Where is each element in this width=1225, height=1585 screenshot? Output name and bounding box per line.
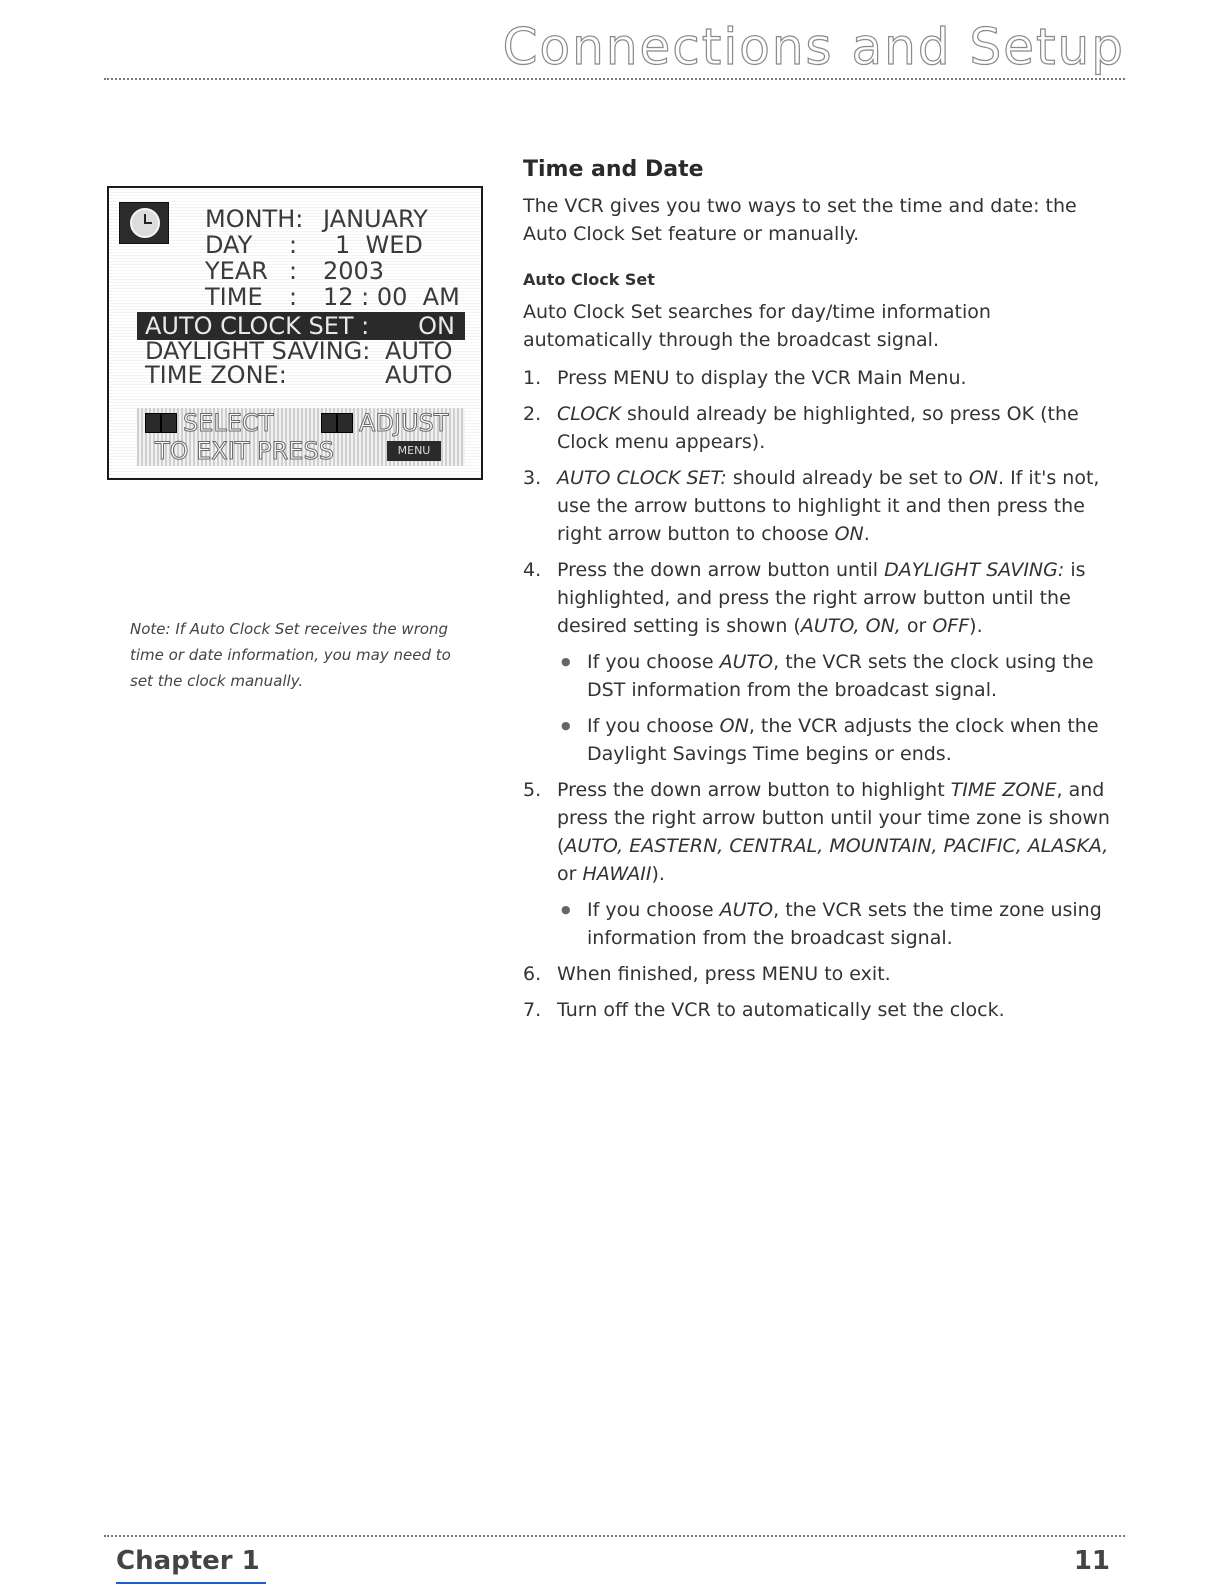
main-content <box>523 156 1123 1032</box>
step-text: Press the down arrow button until <box>557 559 885 581</box>
step-text: ). <box>969 615 983 637</box>
step-text: ). <box>651 863 665 885</box>
osd-year-value: 2003 <box>323 257 385 285</box>
bullet-text: If you choose <box>587 899 720 921</box>
step-emphasis: HAWAII <box>582 863 652 885</box>
bullet-emphasis: AUTO <box>719 651 774 673</box>
menu-key-icon: MENU <box>387 441 441 461</box>
chapter-label: Chapter 1 <box>116 1546 260 1576</box>
osd-time-value: 12 : 00 AM <box>323 283 460 311</box>
page-number: 11 <box>1073 1546 1110 1576</box>
osd-time-sep: : <box>289 283 298 311</box>
step-4-bullet-on <box>557 712 1123 768</box>
clock-icon <box>119 202 169 244</box>
step-text: is highlighted, and press the right arrow button until the desired setting is shown ( <box>557 559 1086 637</box>
bullet-text: If you choose <box>587 651 720 673</box>
osd-year-label: YEAR <box>205 257 268 285</box>
osd-select-hint: SELECT <box>183 409 274 437</box>
osd-time-label: TIME <box>205 283 263 311</box>
step-number: 3. <box>523 467 542 489</box>
step-emphasis: ON <box>834 523 864 545</box>
step-4 <box>523 556 1123 768</box>
osd-month-label: MONTH: <box>205 205 304 233</box>
up-arrow-key-icon <box>145 413 161 433</box>
osd-day-value: 1 WED <box>335 231 423 259</box>
step-number: 5. <box>523 779 542 801</box>
step-text: . <box>863 523 870 545</box>
step-1 <box>523 364 1123 392</box>
instruction-steps <box>523 364 1123 1024</box>
step-number: 4. <box>523 559 542 581</box>
osd-auto-clock-set-row <box>137 312 465 340</box>
osd-timezone-value: AUTO <box>385 361 453 389</box>
step-emphasis: DAYLIGHT SAVING: <box>884 559 1065 581</box>
subsection-intro: Auto Clock Set searches for day/time information automatically through the broadcast signal. <box>523 301 991 351</box>
step-7 <box>523 996 1123 1024</box>
subsection-heading: Auto Clock Set <box>523 270 655 289</box>
bullet-emphasis: AUTO <box>719 899 774 921</box>
step-text: . If it's not, use the arrow buttons to highlight it and then press the right arrow button to choose <box>557 467 1100 545</box>
down-arrow-key-icon <box>161 413 177 433</box>
section-heading: Time and Date <box>523 157 704 182</box>
osd-day-sep: : <box>289 231 298 259</box>
step-number: 2. <box>523 403 542 425</box>
step-text: Press the down arrow button to highlight <box>557 779 951 801</box>
step-emphasis: AUTO CLOCK SET: <box>557 467 727 489</box>
header-divider <box>104 78 1125 80</box>
step-2 <box>523 400 1123 456</box>
step-emphasis: TIME ZONE <box>950 779 1057 801</box>
osd-auto-clock-set-value: ON <box>418 312 455 340</box>
step-text: or <box>557 863 583 885</box>
side-note: Note: If Auto Clock Set receives the wrong time or date information, you may need to set the clock manually. <box>130 620 451 690</box>
osd-exit-hint: TO EXIT PRESS <box>155 437 334 465</box>
step-emphasis: ON <box>968 467 998 489</box>
osd-daylight-label: DAYLIGHT SAVING: <box>145 337 371 365</box>
step-number: 7. <box>523 999 542 1021</box>
osd-auto-clock-set-label: AUTO CLOCK SET : <box>145 312 370 340</box>
bullet-text: If you choose <box>587 715 720 737</box>
bullet-emphasis: ON <box>719 715 749 737</box>
step-5-bullet-auto <box>557 896 1123 952</box>
bullet-text: , the VCR sets the clock using the DST information from the broadcast signal. <box>587 651 1094 701</box>
step-text: Press MENU to display the VCR Main Menu. <box>557 367 967 389</box>
step-text: or <box>900 615 933 637</box>
chapter-underline <box>116 1582 266 1584</box>
step-text: , and press the right arrow button until your time zone is shown ( <box>557 779 1110 857</box>
step-emphasis: OFF <box>932 615 970 637</box>
osd-year-sep: : <box>289 257 298 285</box>
section-intro: The VCR gives you two ways to set the time and date: the Auto Clock Set feature or manually. <box>523 195 1077 245</box>
right-arrow-key-icon <box>337 413 353 433</box>
step-4-bullet-auto <box>557 648 1123 704</box>
page-header-title: Connections and Setup <box>502 18 1125 76</box>
osd-footer-help <box>137 408 465 466</box>
step-number: 6. <box>523 963 542 985</box>
step-text: Turn off the VCR to automatically set the clock. <box>557 999 1005 1021</box>
bullet-text: , the VCR adjusts the clock when the Daylight Savings Time begins or ends. <box>587 715 1099 765</box>
osd-month-value: JANUARY <box>323 205 428 233</box>
osd-adjust-hint: ADJUST <box>359 409 449 437</box>
osd-timezone-label: TIME ZONE: <box>145 361 287 389</box>
step-6 <box>523 960 1123 988</box>
step-emphasis: CLOCK <box>557 403 621 425</box>
left-arrow-key-icon <box>321 413 337 433</box>
step-number: 1. <box>523 367 542 389</box>
osd-day-label: DAY <box>205 231 253 259</box>
step-text: should already be set to <box>726 467 969 489</box>
step-5 <box>523 776 1123 952</box>
step-text: should already be highlighted, so press OK (the Clock menu appears). <box>557 403 1079 453</box>
step-emphasis: AUTO, EASTERN, CENTRAL, MOUNTAIN, PACIFIC, ALASKA, <box>564 835 1109 857</box>
vcr-clock-menu-screen <box>107 186 483 480</box>
step-emphasis: AUTO, ON, <box>800 615 901 637</box>
step-3 <box>523 464 1123 548</box>
bullet-text: , the VCR sets the time zone using information from the broadcast signal. <box>587 899 1102 949</box>
osd-daylight-value: AUTO <box>385 337 453 365</box>
step-text: When finished, press MENU to exit. <box>557 963 891 985</box>
footer-divider <box>104 1535 1125 1537</box>
